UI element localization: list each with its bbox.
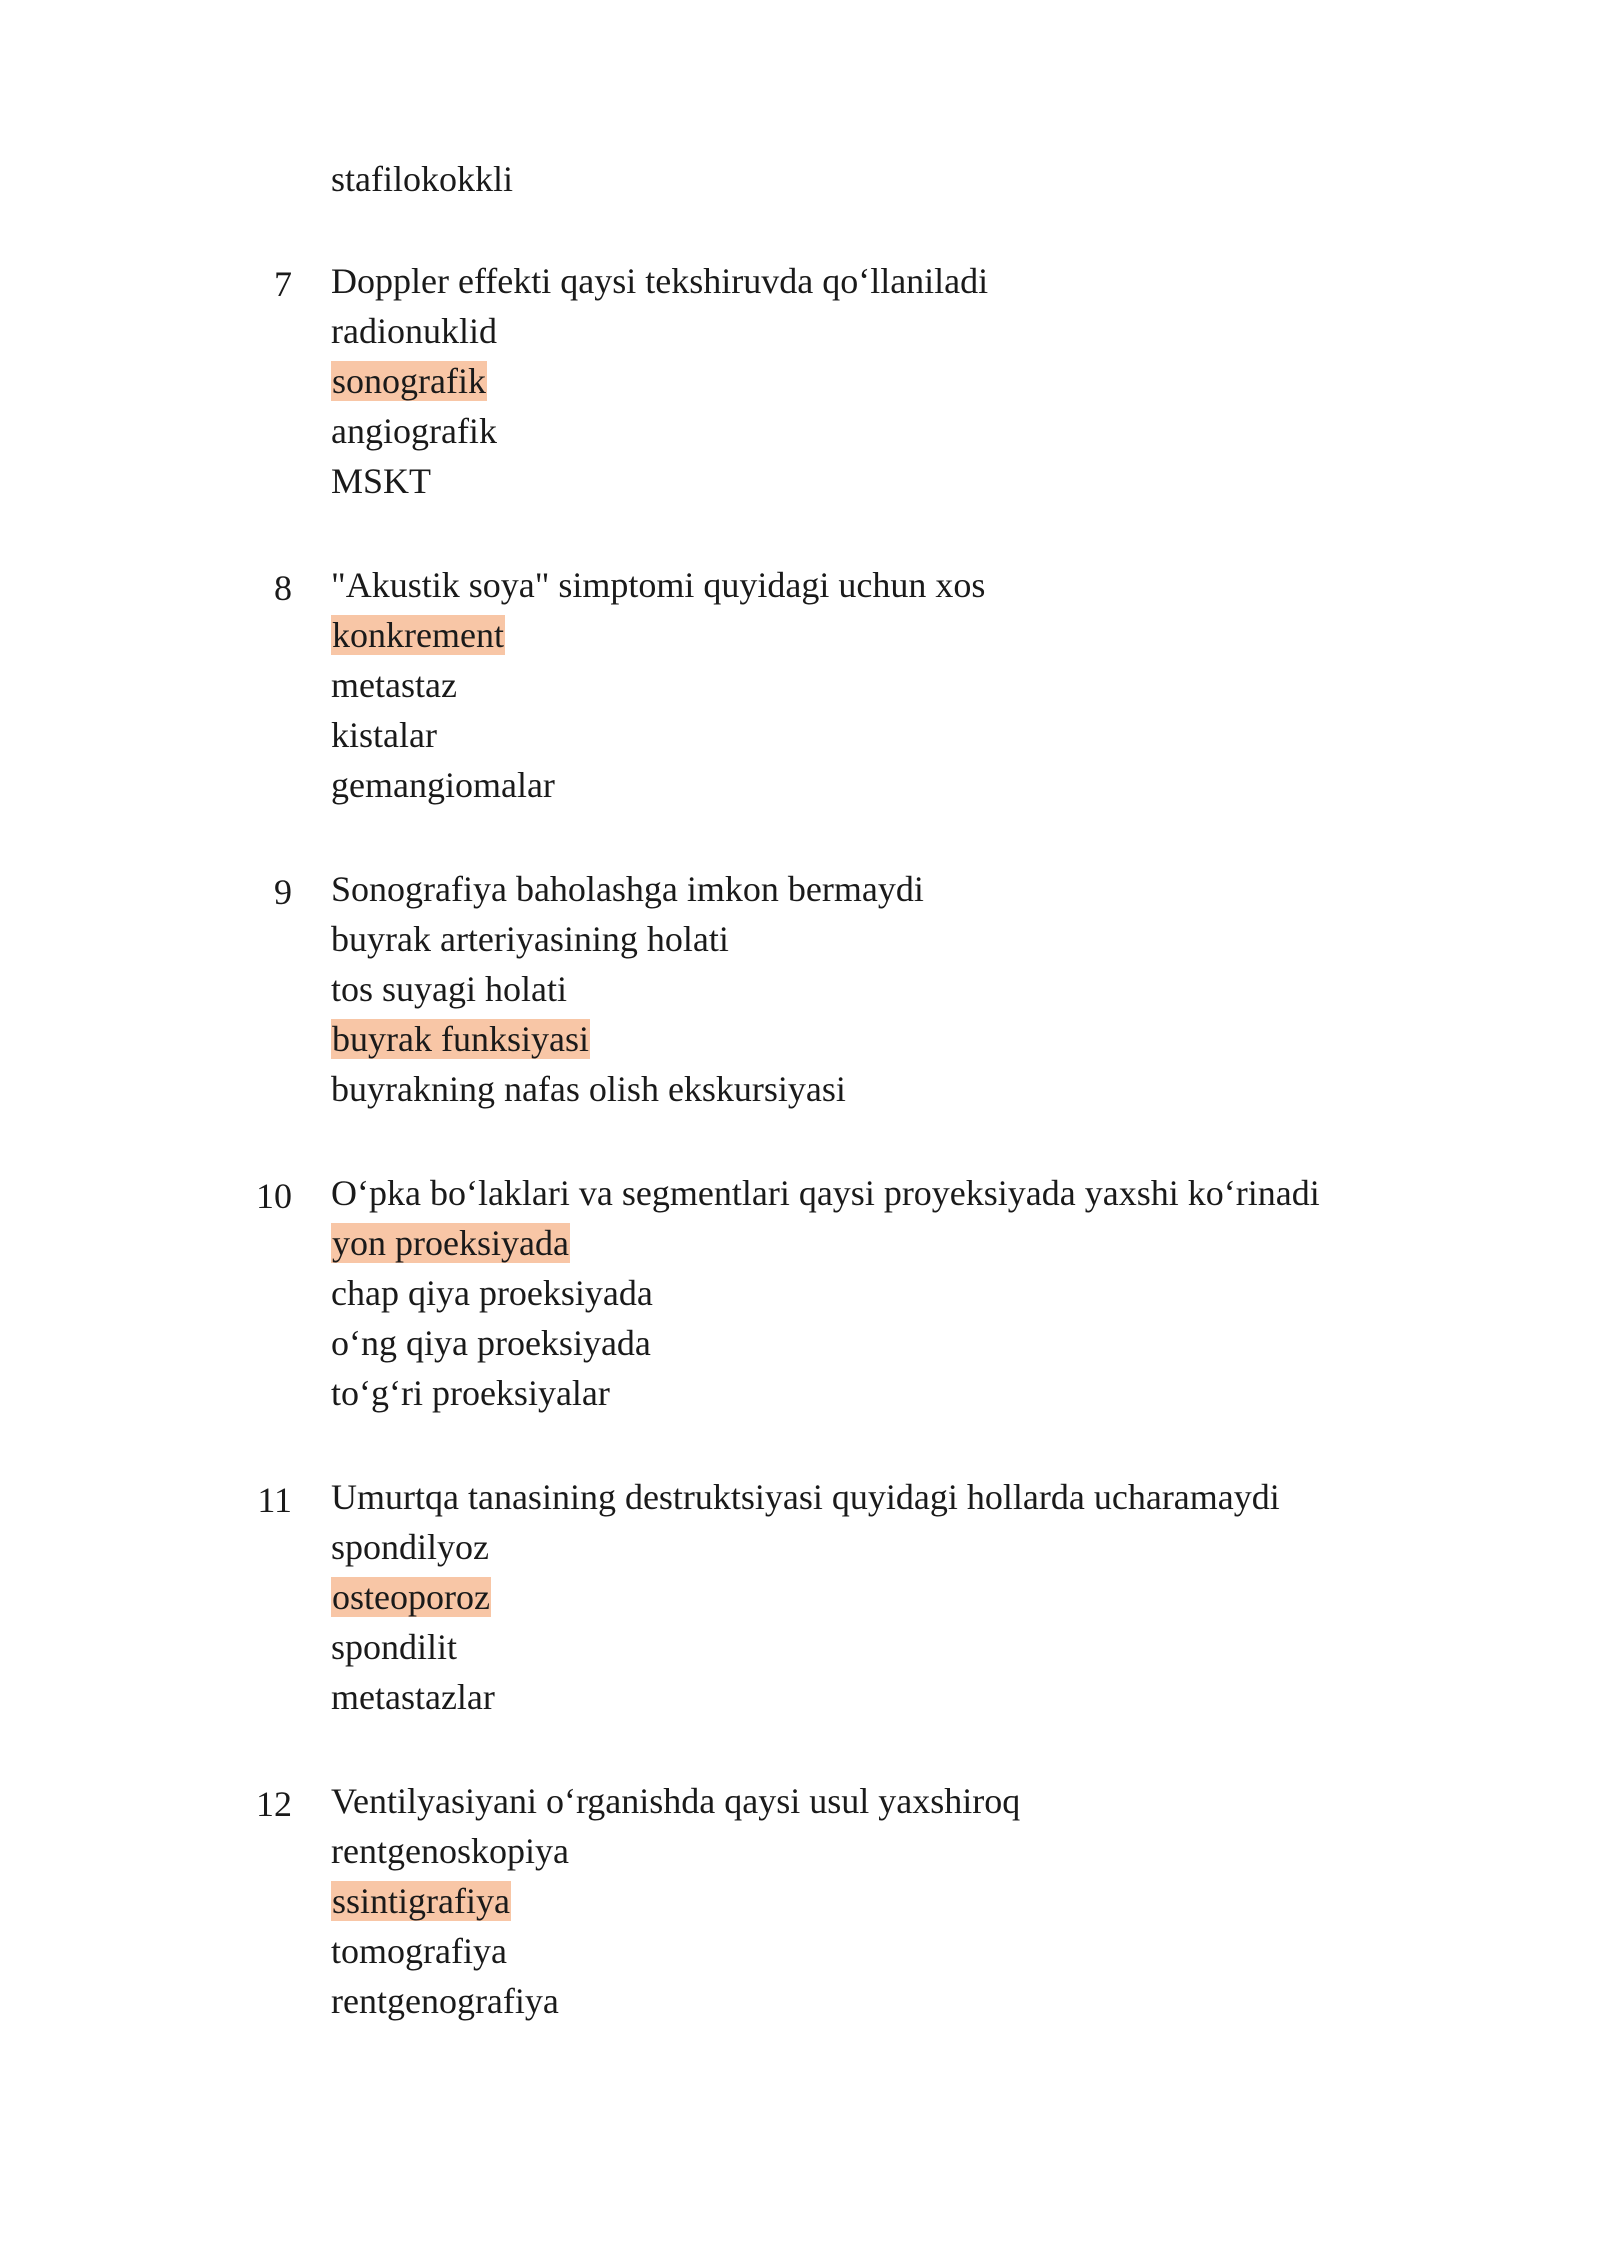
answer-option: tos suyagi holati xyxy=(331,969,567,1009)
answer-option: rentgenografiya xyxy=(331,1981,559,2021)
correct-answer-highlight: konkrement xyxy=(332,615,504,655)
continuation-option: stafilokokkli xyxy=(331,159,513,199)
question-number: 11 xyxy=(257,1480,292,1520)
answer-option-correct xyxy=(331,1017,590,1061)
correct-answer-highlight: yon proeksiyada xyxy=(332,1223,569,1263)
question-text: Sonografiya baholashga imkon bermaydi xyxy=(331,869,924,909)
answer-option: buyrakning nafas olish ekskursiyasi xyxy=(331,1069,846,1109)
answer-option: tomografiya xyxy=(331,1931,507,1971)
answer-option: MSKT xyxy=(331,461,432,501)
correct-answer-highlight: sonografik xyxy=(332,361,486,401)
answer-option: rentgenoskopiya xyxy=(331,1831,569,1871)
question-number: 8 xyxy=(274,568,292,608)
answer-option-correct xyxy=(331,1221,570,1265)
question-number: 10 xyxy=(256,1176,292,1216)
question-text: O‘pka bo‘laklari va segmentlari qaysi proyeksiyada yaxshi ko‘rinadi xyxy=(331,1173,1320,1213)
answer-option-correct xyxy=(331,1879,511,1923)
answer-option: kistalar xyxy=(331,715,437,755)
question-number: 7 xyxy=(274,264,292,304)
question-number: 12 xyxy=(256,1784,292,1824)
answer-option-correct xyxy=(331,613,505,657)
correct-answer-highlight: osteoporoz xyxy=(332,1577,490,1617)
answer-option: spondilit xyxy=(331,1627,458,1667)
answer-option: gemangiomalar xyxy=(331,765,555,805)
question-text: Ventilyasiyani o‘rganishda qaysi usul yaxshiroq xyxy=(331,1781,1021,1821)
answer-option: buyrak arteriyasining holati xyxy=(331,919,729,959)
answer-option-correct xyxy=(331,359,487,403)
answer-option: radionuklid xyxy=(331,311,497,351)
correct-answer-highlight: ssintigrafiya xyxy=(332,1881,510,1921)
question-text: Doppler effekti qaysi tekshiruvda qo‘llaniladi xyxy=(331,261,989,301)
answer-option: metastazlar xyxy=(331,1677,495,1717)
correct-answer-highlight: buyrak funksiyasi xyxy=(332,1019,589,1059)
question-text: Umurtqa tanasining destruktsiyasi quyidagi hollarda ucharamaydi xyxy=(331,1477,1280,1517)
answer-option: metastaz xyxy=(331,665,457,705)
question-number: 9 xyxy=(274,872,292,912)
answer-option: to‘g‘ri proeksiyalar xyxy=(331,1373,610,1413)
answer-option: angiografik xyxy=(331,411,497,451)
question-text: "Akustik soya" simptomi quyidagi uchun xos xyxy=(331,565,986,605)
answer-option: o‘ng qiya proeksiyada xyxy=(331,1323,651,1363)
answer-option-correct xyxy=(331,1575,491,1619)
answer-option: chap qiya proeksiyada xyxy=(331,1273,653,1313)
answer-option: spondilyoz xyxy=(331,1527,489,1567)
